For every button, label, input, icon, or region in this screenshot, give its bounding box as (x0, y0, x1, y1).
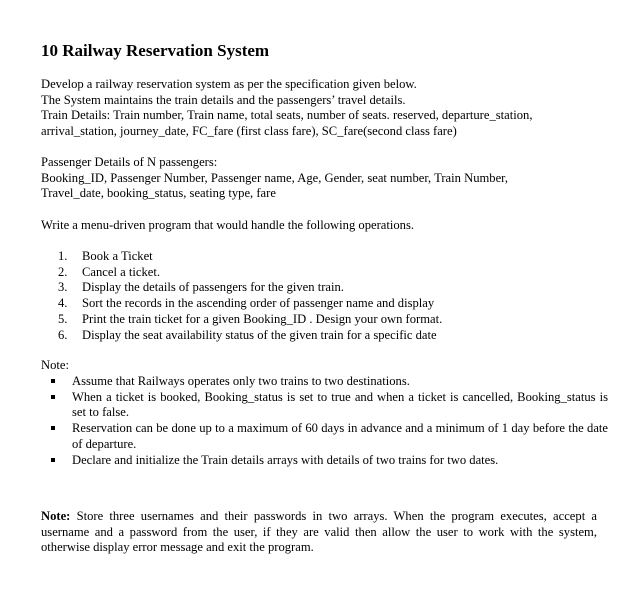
note-item (51, 421, 608, 452)
operation-number: 3. (58, 280, 68, 295)
operation-number: 4. (58, 296, 68, 311)
note-item (51, 390, 608, 421)
operation-item (58, 328, 442, 344)
operation-number: 5. (58, 311, 68, 326)
bullet-icon (51, 395, 55, 399)
intro-line: arrival_station, journey_date, FC_fare (first class fare), SC_fare(second class fare) (41, 124, 457, 139)
note-heading: Note: (41, 358, 69, 372)
operation-text: Book a Ticket (82, 249, 153, 263)
operation-text: Sort the records in the ascending order of passenger name and display (82, 296, 435, 311)
operation-item (58, 296, 442, 312)
intro-line: The System maintains the train details and the passengers’ travel details. (41, 92, 406, 107)
menu-intro-text: Write a menu-driven program that would handle the following operations. (41, 218, 415, 232)
operation-number: 1. (58, 249, 68, 263)
operation-item (58, 249, 442, 265)
operations-list (58, 249, 442, 343)
bullet-icon (51, 426, 55, 430)
note-item (51, 374, 608, 390)
passenger-line: Passenger Details of N passengers: (41, 155, 218, 169)
operation-item (58, 280, 442, 296)
operation-text: Cancel a ticket. (82, 264, 160, 279)
final-note-text: Store three usernames and their passwords in two arrays. When the program executes, accept a username and a password from the user, if they are valid then allow the user to work with the system, otherwise display error message and exit the program. (41, 509, 597, 555)
bullet-icon (51, 379, 55, 383)
passenger-details-paragraph (41, 155, 508, 202)
operation-text: Display the details of passengers for the given train. (82, 280, 344, 295)
operation-text: Print the train ticket for a given Booking_ID . Design your own format. (82, 311, 443, 326)
final-note-paragraph (41, 509, 597, 556)
intro-paragraph (41, 77, 533, 140)
passenger-line: Booking_ID, Passenger Number, Passenger name, Age, Gender, seat number, Train Number, (41, 170, 509, 185)
note-text: Declare and initialize the Train details arrays with details of two trains for two dates. (72, 452, 499, 467)
intro-line: Develop a railway reservation system as per the specification given below. (41, 77, 417, 91)
operation-number: 2. (58, 264, 68, 279)
operation-item (58, 265, 442, 281)
bullet-icon (51, 458, 55, 462)
note-text: Assume that Railways operates only two trains to two destinations. (72, 374, 410, 388)
intro-line: Train Details: Train number, Train name, total seats, number of seats. reserved, departure_station, (41, 108, 533, 123)
operation-text: Display the seat availability status of the given train for a specific date (82, 327, 437, 342)
operation-number: 6. (58, 327, 68, 342)
document-title: 10 Railway Reservation System (41, 41, 270, 60)
note-text: Reservation can be done up to a maximum of 60 days in advance and a minimum of 1 day before the date of departure. (72, 421, 608, 451)
passenger-line: Travel_date, booking_status, seating type, fare (41, 186, 276, 201)
notes-list (51, 374, 608, 468)
operation-item (58, 312, 442, 328)
final-note-label: Note: (41, 509, 71, 523)
note-item (51, 453, 608, 469)
note-text: When a ticket is booked, Booking_status is set to true and when a ticket is cancelled, Booking_status is set to false. (72, 389, 608, 420)
